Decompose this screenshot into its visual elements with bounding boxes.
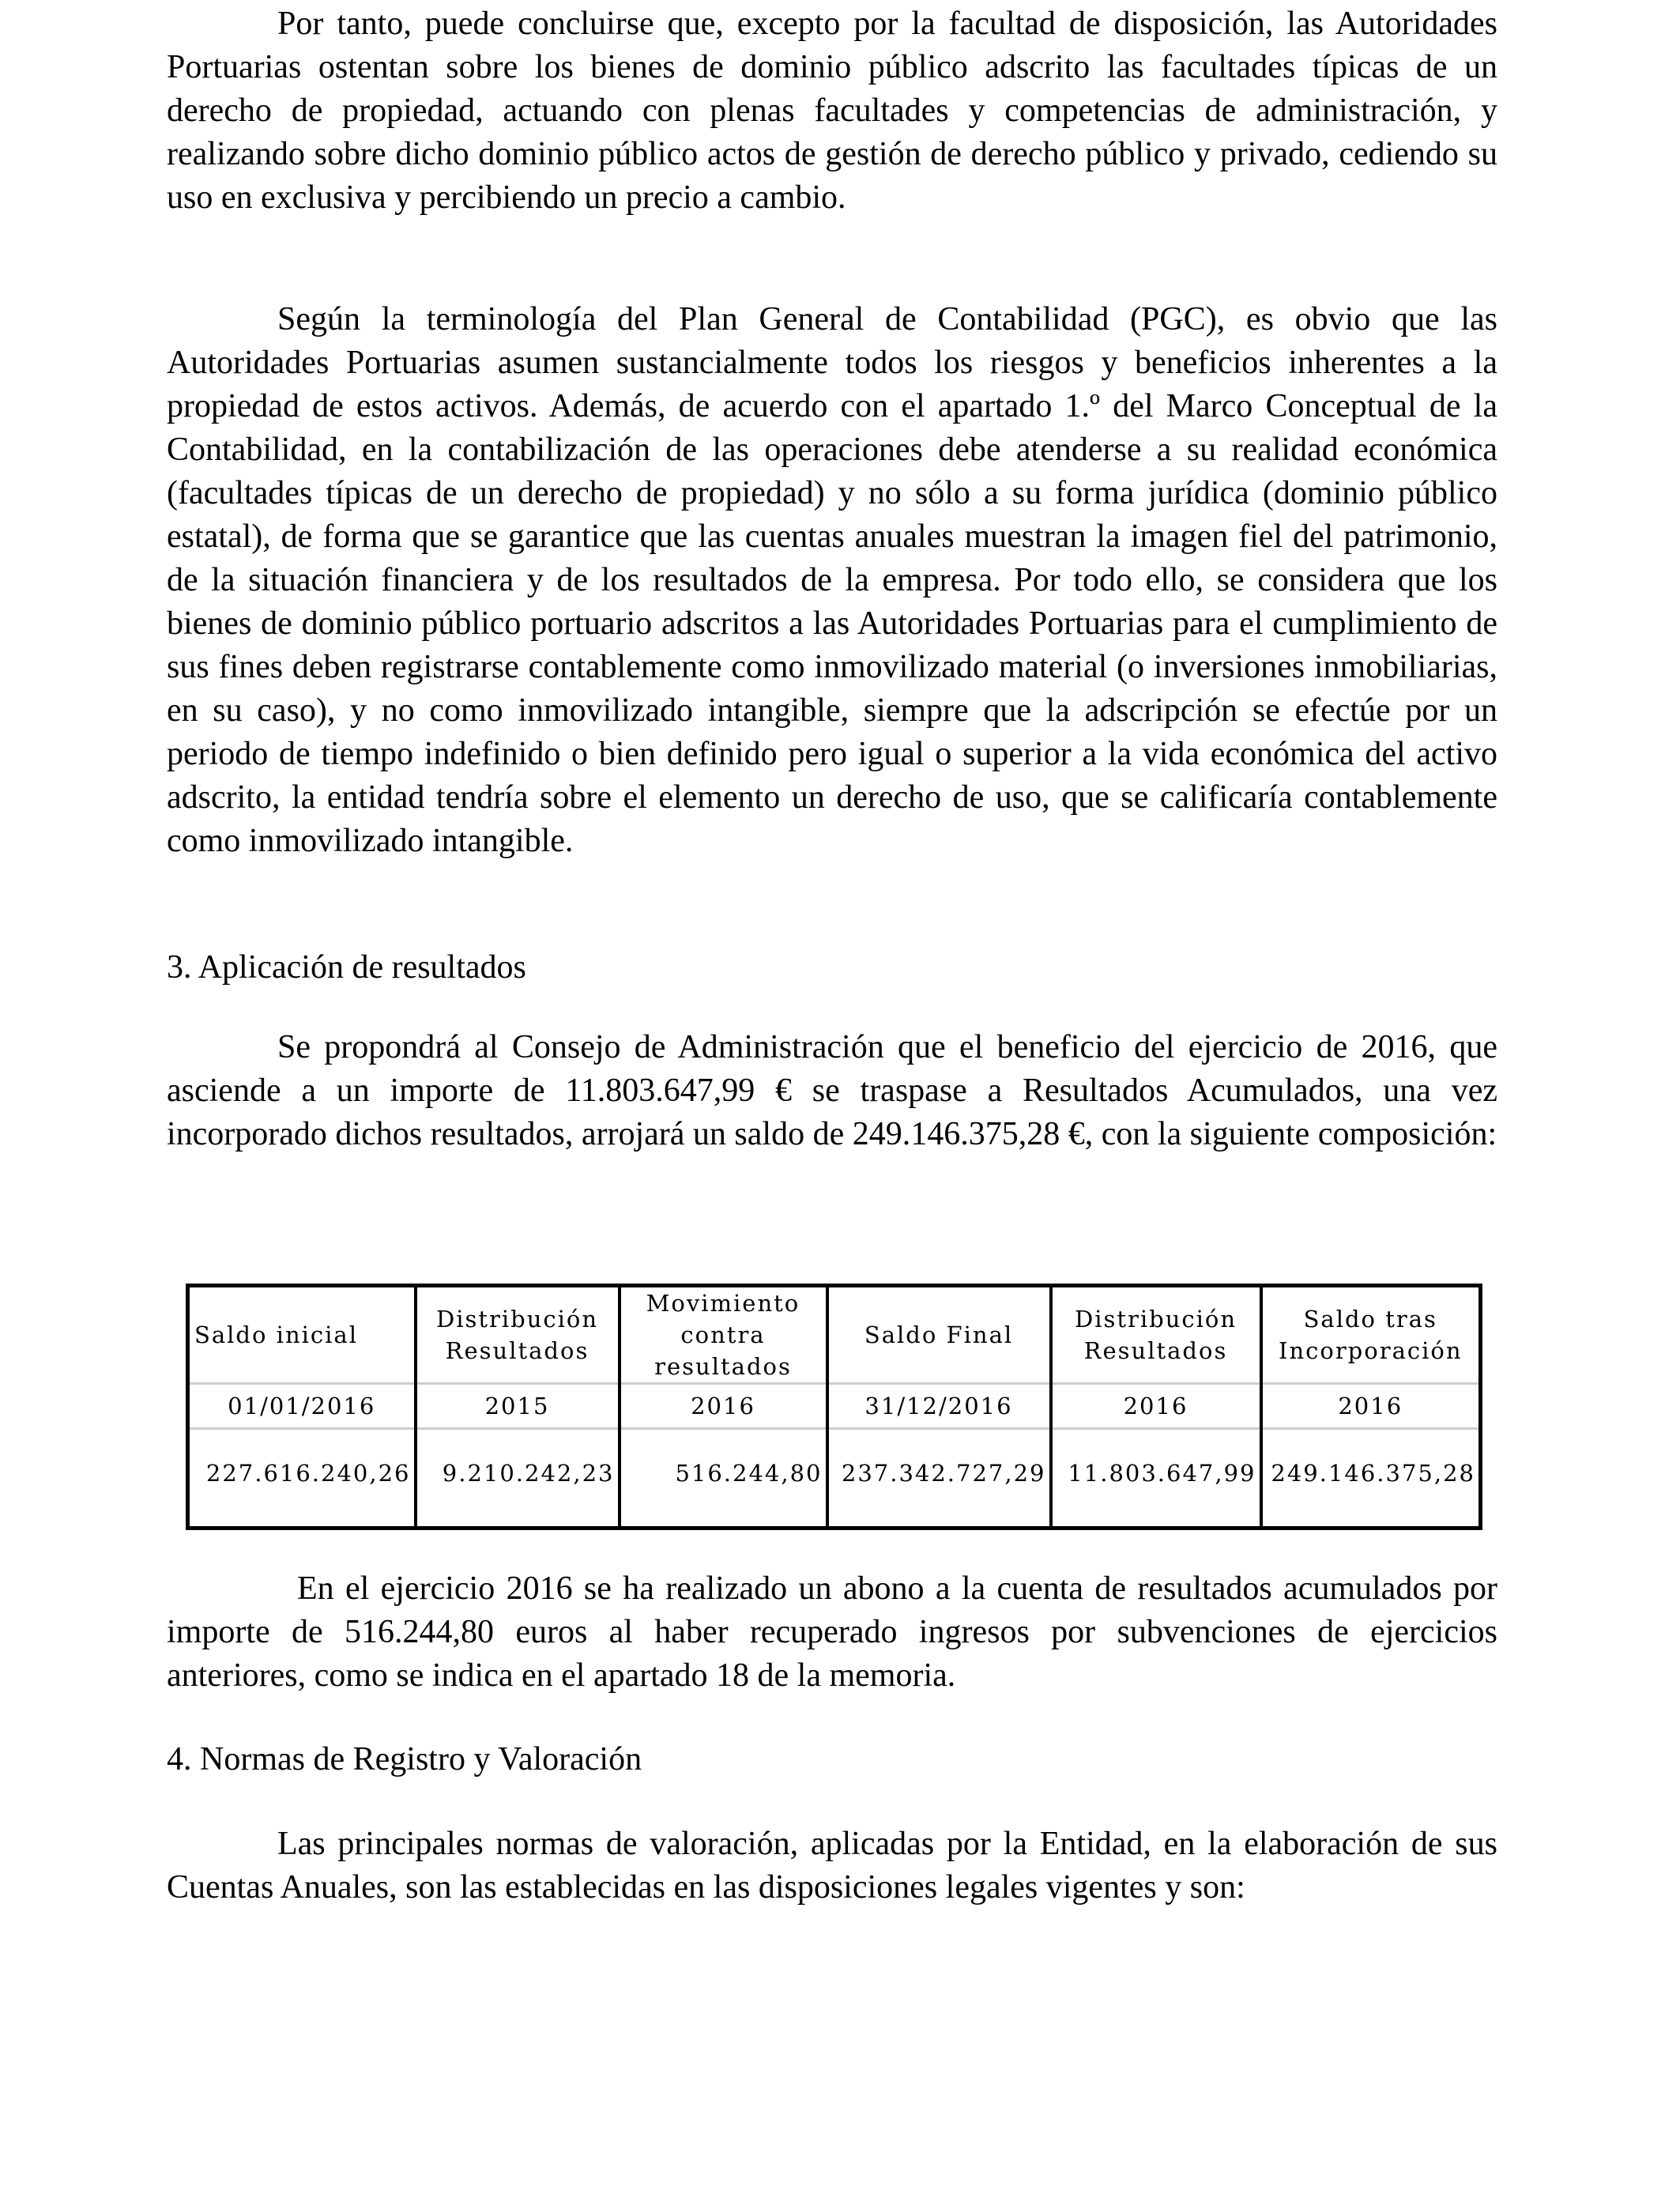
results-table [186, 1284, 1482, 1530]
table-header-cell: Saldo inicial [188, 1286, 416, 1384]
table-row [188, 1384, 1481, 1429]
table-cell: 516.244,80 [620, 1429, 827, 1529]
paragraph-pgc: Según la terminología del Plan General de Contabilidad (PGC), es obvio que las Autoridades Portuarias asumen sustancialmente todos los riesgos y beneficios inherentes a la propiedad de estos activos. Además, de acuerdo con el apartado 1.º del Marco Conceptual de la Contabilidad, en la contabilización de las operaciones debe atenderse a su realidad económica (facultades típicas de un derecho de propiedad) y no sólo a su forma jurídica (dominio público estatal), de forma que se garantice que las cuentas anuales muestran la imagen fiel del patrimonio, de la situación financiera y de los resultados de la empresa. Por todo ello, se considera que los bienes de dominio público portuario adscritos a las Autoridades Portuarias para el cumplimiento de sus fines deben registrarse contablemente como inmovilizado material (o inversiones inmobiliarias, en su caso), y no como inmovilizado intangible, siempre que la adscripción se efectúe por un periodo de tiempo indefinido o bien definido pero igual o superior a la vida económica del activo adscrito, la entidad tendría sobre el elemento un derecho de uso, que se calificaría contablemente como inmovilizado intangible. [167, 301, 1497, 859]
section-heading-aplicacion-resultados: 3. Aplicación de resultados [167, 949, 526, 986]
paragraph-abono-2016: En el ejercicio 2016 se ha realizado un abono a la cuenta de resultados acumulados por importe de 516.244,80 euros al haber recuperado ingresos por subvenciones de ejercicios anteriores, como se indica en el apartado 18 de la memoria. [167, 1570, 1497, 1694]
table-cell: 2016 [620, 1384, 827, 1429]
table-header-cell: Saldo tras Incorporación [1261, 1286, 1481, 1384]
table-cell: 11.803.647,99 [1051, 1429, 1261, 1529]
table-cell: 2015 [416, 1384, 620, 1429]
table-header-cell: Distribución Resultados [1051, 1286, 1261, 1384]
table-cell: 237.342.727,29 [827, 1429, 1051, 1529]
table-header-row [188, 1286, 1481, 1384]
table-cell: 2016 [1051, 1384, 1261, 1429]
paragraph-propuesta-beneficio: Se propondrá al Consejo de Administración que el beneficio del ejercicio de 2016, que asciende a un importe de 11.803.647,99 € se traspase a Resultados Acumulados, una vez incorporado dichos resultados, arrojará un saldo de 249.146.375,28 €, con la siguiente composición: [167, 1029, 1497, 1152]
table-cell: 249.146.375,28 [1261, 1429, 1481, 1529]
table-header-cell: Distribución Resultados [416, 1286, 620, 1384]
table-header-cell: Saldo Final [827, 1286, 1051, 1384]
section-heading-normas-registro: 4. Normas de Registro y Valoración [167, 1741, 642, 1777]
table-cell: 01/01/2016 [188, 1384, 416, 1429]
table-cell: 227.616.240,26 [188, 1429, 416, 1529]
table-header-cell: Movimiento contra resultados [620, 1286, 827, 1384]
table-cell: 2016 [1261, 1384, 1481, 1429]
paragraph-facultades: Por tanto, puede concluirse que, excepto por la facultad de disposición, las Autoridades Portuarias ostentan sobre los bienes de dominio público adscrito las facultades típicas de un derecho de propiedad, actuando con plenas facultades y competencias de administración, y realizando sobre dicho dominio público actos de gestión de derecho público y privado, cediendo su uso en exclusiva y percibiendo un precio a cambio. [167, 6, 1497, 216]
table-row [188, 1429, 1481, 1529]
paragraph-normas-valoracion: Las principales normas de valoración, aplicadas por la Entidad, en la elaboración de sus Cuentas Anuales, son las establecidas en las disposiciones legales vigentes y son: [167, 1826, 1497, 1906]
table-cell: 31/12/2016 [827, 1384, 1051, 1429]
table-cell: 9.210.242,23 [416, 1429, 620, 1529]
